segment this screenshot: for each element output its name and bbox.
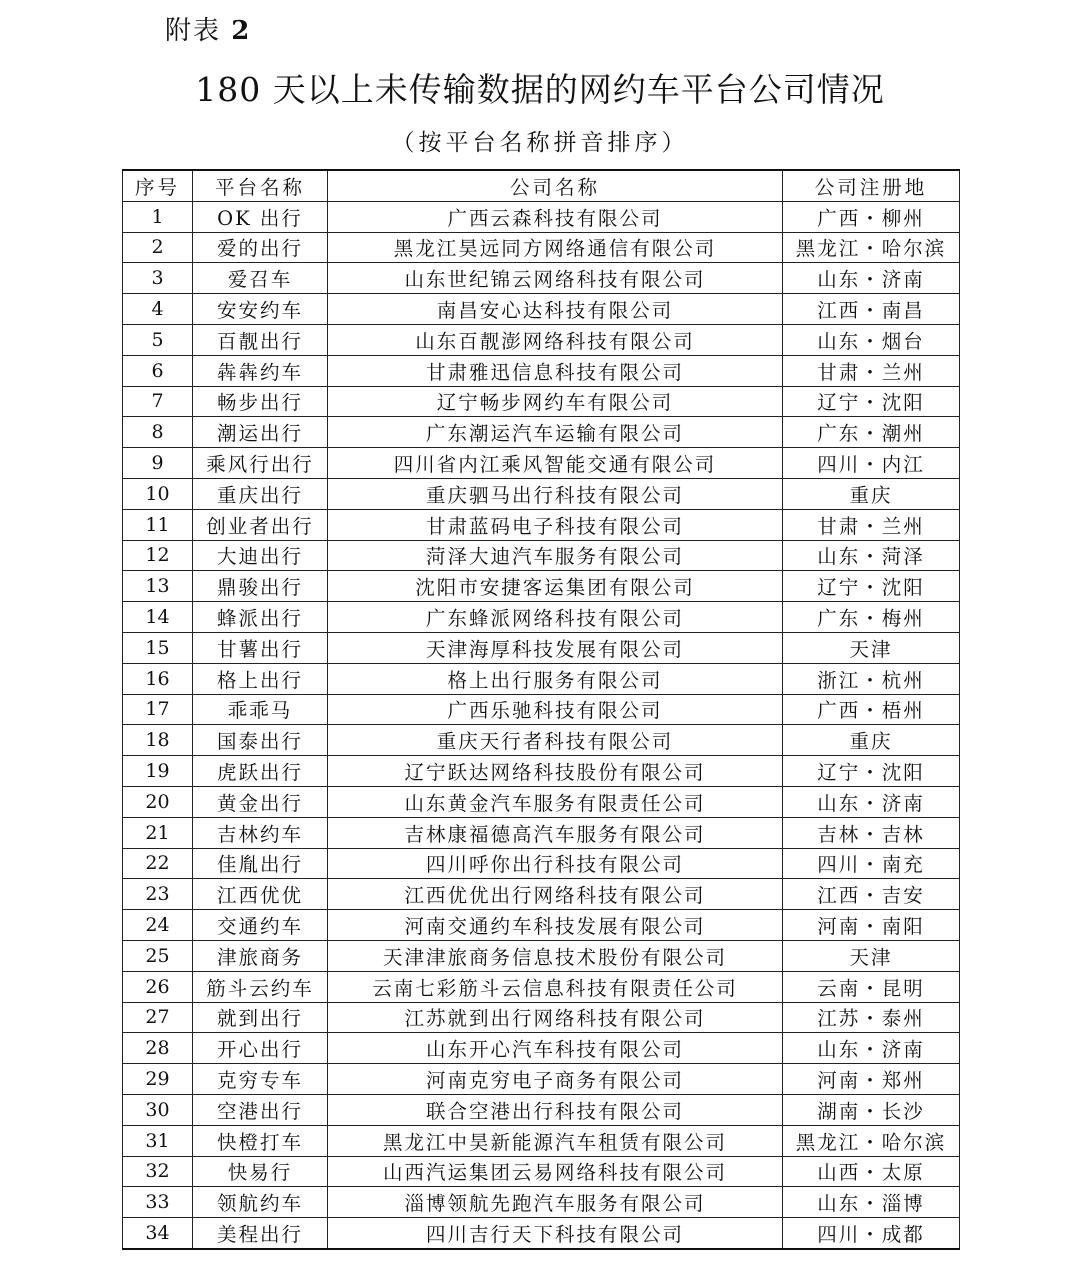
page-title: 180 天以上未传输数据的网约车平台公司情况 [195, 70, 885, 109]
cell-company-name: 江西优优出行网络科技有限公司 [328, 879, 783, 910]
cell-platform-name: 格上出行 [193, 663, 328, 694]
header-platform-name: 平台名称 [193, 170, 328, 201]
cell-registration-place: 山东・济南 [783, 263, 960, 294]
cell-registration-place: 广东・梅州 [783, 602, 960, 633]
cell-registration-place: 江西・南昌 [783, 294, 960, 325]
cell-company-name: 沈阳市安捷客运集团有限公司 [328, 571, 783, 602]
table-row [123, 417, 960, 448]
cell-company-name: 联合空港出行科技有限公司 [328, 1094, 783, 1125]
cell-index: 27 [123, 1002, 193, 1033]
table-row [123, 602, 960, 633]
cell-platform-name: 乘风行出行 [193, 448, 328, 479]
table-row [123, 571, 960, 602]
cell-platform-name: 克穷专车 [193, 1064, 328, 1095]
table-row [123, 232, 960, 263]
header-index: 序号 [123, 170, 193, 201]
cell-registration-place: 吉林・吉林 [783, 817, 960, 848]
cell-platform-name: 快橙打车 [193, 1125, 328, 1156]
cell-platform-name: 爱召车 [193, 263, 328, 294]
table-body [123, 201, 960, 1249]
cell-registration-place: 四川・成都 [783, 1218, 960, 1249]
cell-registration-place: 黑龙江・哈尔滨 [783, 1125, 960, 1156]
cell-company-name: 广西云森科技有限公司 [328, 201, 783, 232]
table-row [123, 848, 960, 879]
cell-company-name: 天津津旅商务信息技术股份有限公司 [328, 940, 783, 971]
table-row [123, 1125, 960, 1156]
cell-index: 8 [123, 417, 193, 448]
cell-company-name: 黑龙江昊远同方网络通信有限公司 [328, 232, 783, 263]
cell-company-name: 江苏就到出行网络科技有限公司 [328, 1002, 783, 1033]
cell-platform-name: 津旅商务 [193, 940, 328, 971]
table-row [123, 1218, 960, 1249]
cell-registration-place: 湖南・长沙 [783, 1094, 960, 1125]
cell-company-name: 四川吉行天下科技有限公司 [328, 1218, 783, 1249]
cell-platform-name: 佳胤出行 [193, 848, 328, 879]
table-row [123, 879, 960, 910]
cell-company-name: 甘肃雅迅信息科技有限公司 [328, 355, 783, 386]
cell-platform-name: 空港出行 [193, 1094, 328, 1125]
cell-index: 18 [123, 725, 193, 756]
table-row [123, 478, 960, 509]
cell-registration-place: 江苏・泰州 [783, 1002, 960, 1033]
table-row [123, 324, 960, 355]
cell-index: 16 [123, 663, 193, 694]
cell-index: 26 [123, 971, 193, 1002]
cell-platform-name: 百靓出行 [193, 324, 328, 355]
cell-index: 24 [123, 910, 193, 941]
cell-registration-place: 江西・吉安 [783, 879, 960, 910]
table-row [123, 971, 960, 1002]
cell-registration-place: 辽宁・沈阳 [783, 386, 960, 417]
cell-index: 19 [123, 756, 193, 787]
table-row [123, 756, 960, 787]
cell-index: 14 [123, 602, 193, 633]
cell-company-name: 四川呼你出行科技有限公司 [328, 848, 783, 879]
cell-platform-name: 爱的出行 [193, 232, 328, 263]
cell-company-name: 淄博领航先跑汽车服务有限公司 [328, 1187, 783, 1218]
cell-platform-name: 快易行 [193, 1156, 328, 1187]
cell-platform-name: 潮运出行 [193, 417, 328, 448]
cell-index: 4 [123, 294, 193, 325]
cell-index: 9 [123, 448, 193, 479]
table-row [123, 355, 960, 386]
cell-company-name: 山西汽运集团云易网络科技有限公司 [328, 1156, 783, 1187]
table-row [123, 1156, 960, 1187]
cell-registration-place: 黑龙江・哈尔滨 [783, 232, 960, 263]
cell-company-name: 甘肃蓝码电子科技有限公司 [328, 509, 783, 540]
cell-company-name: 黑龙江中昊新能源汽车租赁有限公司 [328, 1125, 783, 1156]
cell-platform-name: 创业者出行 [193, 509, 328, 540]
cell-company-name: 河南克穷电子商务有限公司 [328, 1064, 783, 1095]
page-subtitle: （按平台名称拼音排序） [391, 130, 689, 156]
cell-index: 11 [123, 509, 193, 540]
cell-registration-place: 河南・南阳 [783, 910, 960, 941]
cell-registration-place: 广西・梧州 [783, 694, 960, 725]
cell-platform-name: 黄金出行 [193, 786, 328, 817]
table-row [123, 509, 960, 540]
cell-index: 17 [123, 694, 193, 725]
header-registration-place: 公司注册地 [783, 170, 960, 201]
cell-registration-place: 四川・南充 [783, 848, 960, 879]
cell-registration-place: 广西・柳州 [783, 201, 960, 232]
table-row [123, 294, 960, 325]
table-row [123, 817, 960, 848]
cell-index: 33 [123, 1187, 193, 1218]
cell-company-name: 河南交通约车科技发展有限公司 [328, 910, 783, 941]
cell-platform-name: 畅步出行 [193, 386, 328, 417]
cell-platform-name: 交通约车 [193, 910, 328, 941]
cell-platform-name: 国泰出行 [193, 725, 328, 756]
cell-index: 15 [123, 632, 193, 663]
cell-company-name: 云南七彩筋斗云信息科技有限责任公司 [328, 971, 783, 1002]
table-row [123, 1187, 960, 1218]
cell-index: 31 [123, 1125, 193, 1156]
cell-company-name: 山东开心汽车科技有限公司 [328, 1033, 783, 1064]
cell-index: 21 [123, 817, 193, 848]
cell-index: 7 [123, 386, 193, 417]
cell-company-name: 南昌安心达科技有限公司 [328, 294, 783, 325]
cell-company-name: 辽宁畅步网约车有限公司 [328, 386, 783, 417]
cell-platform-name: 犇犇约车 [193, 355, 328, 386]
cell-registration-place: 辽宁・沈阳 [783, 571, 960, 602]
appendix-label [165, 10, 251, 47]
table-row [123, 386, 960, 417]
cell-platform-name: 开心出行 [193, 1033, 328, 1064]
cell-platform-name: OK 出行 [193, 201, 328, 232]
cell-platform-name: 安安约车 [193, 294, 328, 325]
table-row [123, 1094, 960, 1125]
cell-platform-name: 就到出行 [193, 1002, 328, 1033]
cell-registration-place: 山东・济南 [783, 786, 960, 817]
cell-registration-place: 广东・潮州 [783, 417, 960, 448]
cell-index: 32 [123, 1156, 193, 1187]
cell-company-name: 菏泽大迪汽车服务有限公司 [328, 540, 783, 571]
cell-index: 2 [123, 232, 193, 263]
cell-company-name: 格上出行服务有限公司 [328, 663, 783, 694]
cell-registration-place: 甘肃・兰州 [783, 509, 960, 540]
cell-platform-name: 重庆出行 [193, 478, 328, 509]
table-row [123, 663, 960, 694]
cell-index: 5 [123, 324, 193, 355]
table-row [123, 1033, 960, 1064]
table-row [123, 1002, 960, 1033]
cell-company-name: 四川省内江乘风智能交通有限公司 [328, 448, 783, 479]
cell-index: 20 [123, 786, 193, 817]
cell-registration-place: 浙江・杭州 [783, 663, 960, 694]
table-row [123, 940, 960, 971]
cell-platform-name: 甘薯出行 [193, 632, 328, 663]
cell-index: 28 [123, 1033, 193, 1064]
cell-platform-name: 美程出行 [193, 1218, 328, 1249]
cell-registration-place: 云南・昆明 [783, 971, 960, 1002]
cell-company-name: 广西乐驰科技有限公司 [328, 694, 783, 725]
cell-index: 23 [123, 879, 193, 910]
cell-company-name: 辽宁跃达网络科技股份有限公司 [328, 756, 783, 787]
cell-index: 10 [123, 478, 193, 509]
cell-platform-name: 吉林约车 [193, 817, 328, 848]
cell-company-name: 吉林康福德高汽车服务有限公司 [328, 817, 783, 848]
cell-index: 25 [123, 940, 193, 971]
cell-platform-name: 乖乖马 [193, 694, 328, 725]
cell-index: 29 [123, 1064, 193, 1095]
table-row [123, 694, 960, 725]
cell-index: 6 [123, 355, 193, 386]
table-row [123, 201, 960, 232]
cell-registration-place: 天津 [783, 940, 960, 971]
cell-index: 1 [123, 201, 193, 232]
cell-registration-place: 山东・济南 [783, 1033, 960, 1064]
cell-registration-place: 重庆 [783, 725, 960, 756]
cell-company-name: 山东黄金汽车服务有限责任公司 [328, 786, 783, 817]
table-row [123, 725, 960, 756]
table-row [123, 786, 960, 817]
cell-registration-place: 甘肃・兰州 [783, 355, 960, 386]
cell-index: 12 [123, 540, 193, 571]
cell-platform-name: 领航约车 [193, 1187, 328, 1218]
cell-registration-place: 四川・内江 [783, 448, 960, 479]
table-row [123, 910, 960, 941]
cell-company-name: 广东蜂派网络科技有限公司 [328, 602, 783, 633]
cell-company-name: 山东百靓澎网络科技有限公司 [328, 324, 783, 355]
header-company-name: 公司名称 [328, 170, 783, 201]
cell-company-name: 重庆天行者科技有限公司 [328, 725, 783, 756]
cell-platform-name: 大迪出行 [193, 540, 328, 571]
cell-registration-place: 山东・烟台 [783, 324, 960, 355]
cell-index: 22 [123, 848, 193, 879]
cell-registration-place: 辽宁・沈阳 [783, 756, 960, 787]
table-row [123, 263, 960, 294]
cell-index: 3 [123, 263, 193, 294]
cell-index: 30 [123, 1094, 193, 1125]
cell-registration-place: 天津 [783, 632, 960, 663]
cell-index: 34 [123, 1218, 193, 1249]
appendix-number: 2 [231, 16, 252, 46]
cell-platform-name: 蜂派出行 [193, 602, 328, 633]
cell-registration-place: 山东・菏泽 [783, 540, 960, 571]
table-row [123, 632, 960, 663]
cell-platform-name: 筋斗云约车 [193, 971, 328, 1002]
table-header-row [123, 170, 960, 201]
cell-registration-place: 山东・淄博 [783, 1187, 960, 1218]
cell-company-name: 天津海厚科技发展有限公司 [328, 632, 783, 663]
table-row [123, 448, 960, 479]
cell-company-name: 重庆驷马出行科技有限公司 [328, 478, 783, 509]
cell-registration-place: 河南・郑州 [783, 1064, 960, 1095]
table-row [123, 1064, 960, 1095]
cell-registration-place: 山西・太原 [783, 1156, 960, 1187]
cell-company-name: 山东世纪锦云网络科技有限公司 [328, 263, 783, 294]
cell-company-name: 广东潮运汽车运输有限公司 [328, 417, 783, 448]
platform-table [122, 169, 960, 1250]
cell-platform-name: 虎跃出行 [193, 756, 328, 787]
appendix-prefix: 附表 [165, 16, 222, 46]
cell-index: 13 [123, 571, 193, 602]
cell-platform-name: 鼎骏出行 [193, 571, 328, 602]
table-row [123, 540, 960, 571]
cell-registration-place: 重庆 [783, 478, 960, 509]
cell-platform-name: 江西优优 [193, 879, 328, 910]
